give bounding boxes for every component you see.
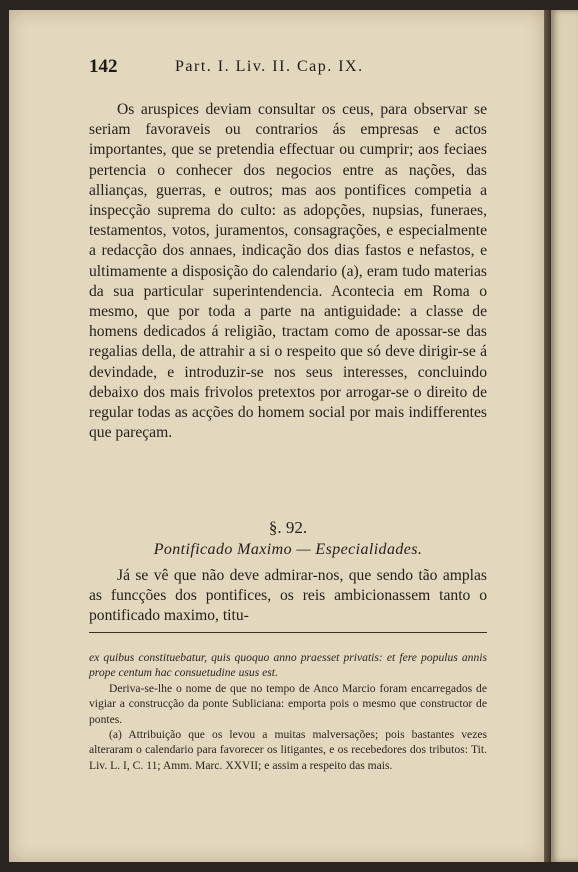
book-gutter: [544, 10, 551, 862]
section-number: §. 92.: [268, 518, 308, 537]
section-title: Pontificado Maximo — Especialidades.: [153, 541, 423, 558]
page-header: [89, 56, 489, 82]
page-number: 142: [89, 56, 118, 77]
paragraph: Já se vê que não deve admirar-nos, que sendo tão amplas as funcções dos pontifices, os reis ambicionassem tanto o pontificado maximo, titu-: [89, 567, 487, 625]
main-text: [89, 100, 487, 443]
running-head: Part. I. Liv. II. Cap. IX.: [175, 58, 364, 75]
facing-page-edge: [551, 10, 578, 862]
footnote-a: (a) Attribuição que os levou a muitas malversações; pois bastantes vezes alteraram o calendario para favorecer os litigantes, e os recebedores dos tributos: Tit. Liv. L. I, C. 11; Amm. Marc. XXVII; e assim a respeito das mais.: [89, 728, 487, 772]
footnote-continuation: ex quibus constituebatur, quis quoquo anno praesset privatis: et fere populus annis prope centum hac consuetudine usus est.: [89, 651, 487, 680]
footnotes: [89, 650, 487, 773]
section-text: [89, 566, 487, 627]
footnote-rule: [89, 632, 487, 633]
footnote: Deriva-se-lhe o nome de que no tempo de Anco Marcio foram encarregados de vigiar a construcção da ponte Sublicianа: emporta pois o mesmo que constructor de pontes.: [89, 681, 487, 726]
paragraph: Os aruspices deviam consultar os ceus, para observar se seriam favoraveis ou contrarios ás empresas e actos importantes, que se pretendia effectuar ou cumprir; aos feciaes pertencia o conhecer dos negocios entre as nações, das allianças, guerras, e outros; mas aos pontifices competia a inspecção suprema do culto: as adopções, nupsias, funeraes, testamentos, votos, juramentos, consagrações, e especialmente a redacção dos annaes, indicação dos dias fastos e nefastos, e ultimamente a disposição do calendario (a), eram tudo materias da sua particular superintendencia. Acontecia em Roma o mesmo, que por toda a parte na antiguidade: a classe de homens dedicados á religião, tractam como de apossar-se das regalias della, de attrahir a si o respeito que só deve dirigir-se á devindade, e introduzir-se nos seus interesses, concluindo debaixo dos mais frivolos pretextos por arrogar-se o direito de regular todas as acções do homem social por mais indifferentes que pareçam.: [89, 101, 487, 442]
